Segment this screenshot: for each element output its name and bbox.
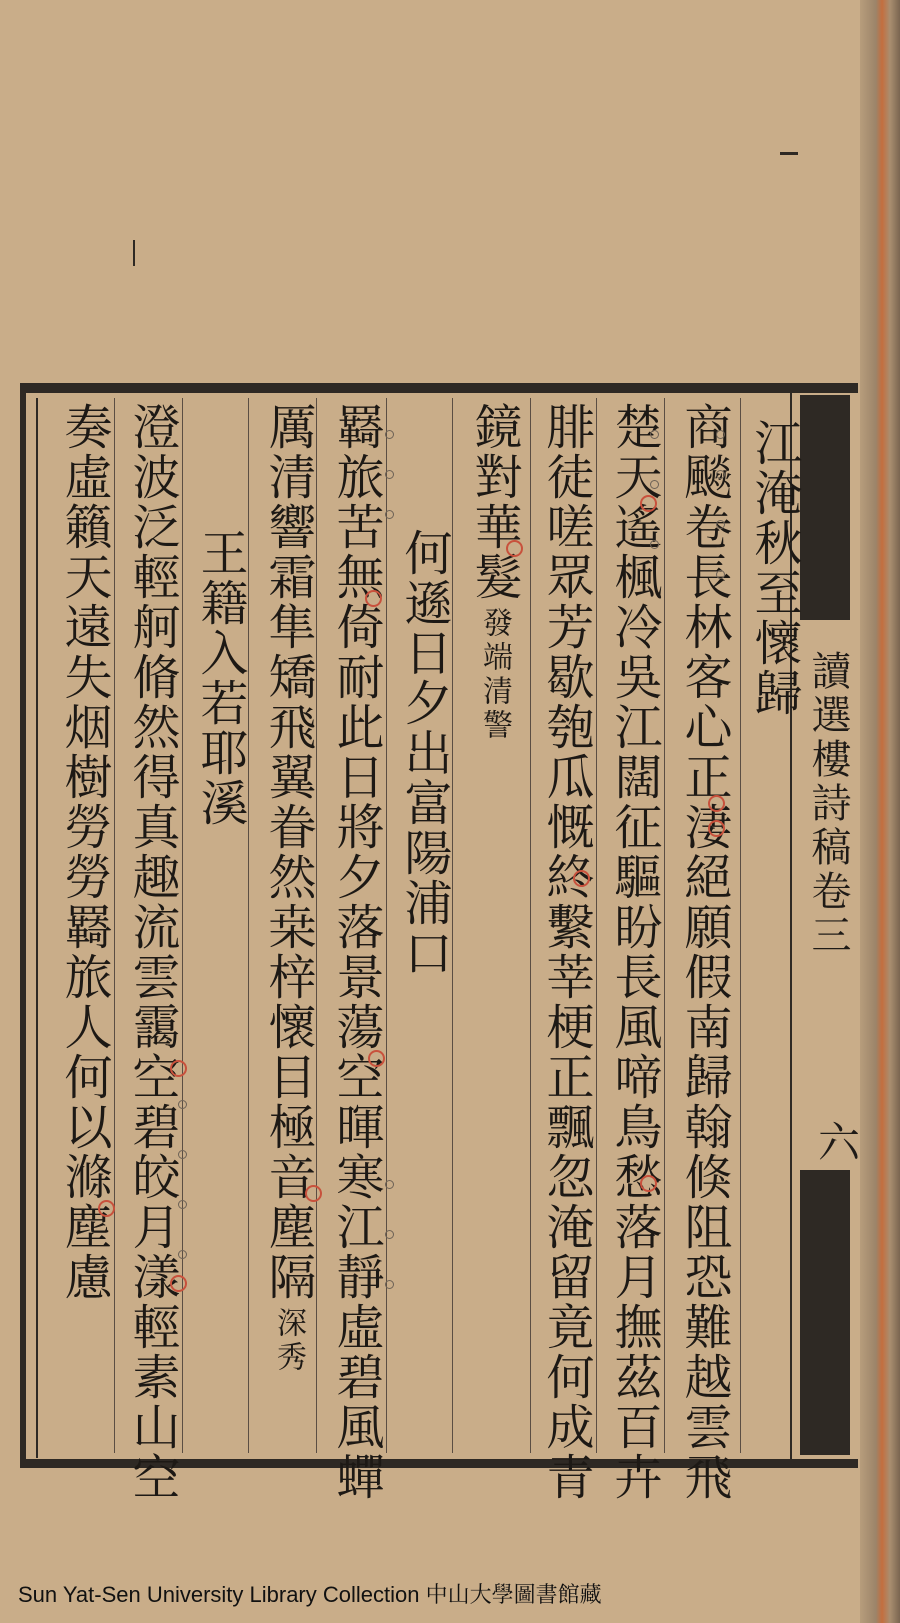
page-edge	[860, 0, 900, 1623]
red-circle-mark	[573, 870, 590, 887]
red-circle-mark	[708, 820, 725, 837]
punctuation-dot	[650, 480, 659, 489]
punctuation-dot	[650, 430, 659, 439]
red-circle-mark	[305, 1185, 322, 1202]
red-circle-mark	[98, 1200, 115, 1217]
red-circle-mark	[170, 1060, 187, 1077]
red-circle-mark	[708, 795, 725, 812]
punctuation-dot	[385, 1230, 394, 1239]
column-rule	[316, 398, 317, 1453]
red-circle-mark	[368, 1050, 385, 1067]
red-circle-mark	[640, 495, 657, 512]
punctuation-dot	[385, 510, 394, 519]
library-credit: Sun Yat-Sen University Library Collection 中山大學圖書館藏	[18, 1582, 602, 1607]
text-column: 腓徒嗟眾芳歇匏瓜慨終繫莘梗正飄忽淹留竟何成青	[538, 402, 594, 1502]
column-rule	[664, 398, 665, 1453]
red-circle-mark	[170, 1275, 187, 1292]
column-rule	[596, 398, 597, 1453]
text-column: 楚天遙楓冷吳江闊征驅盼長風啼鳥愁落月撫茲百卉	[606, 402, 662, 1502]
punctuation-dot	[385, 430, 394, 439]
text-column: 鏡對華髮	[466, 402, 522, 602]
poem-title: 王籍入若耶溪	[192, 528, 248, 828]
spine-page-number: 六	[812, 1120, 861, 1162]
text-column: 商飈卷長林客心正淒絕願假南歸翰倏阻恐難越雲飛	[676, 402, 732, 1502]
punctuation-dot	[178, 1200, 187, 1209]
punctuation-dot	[385, 470, 394, 479]
column-rule	[248, 398, 249, 1453]
column-rule	[386, 398, 387, 1453]
poem-title: 江淹秋至懷歸	[746, 418, 802, 718]
column-rule	[114, 398, 115, 1453]
red-circle-mark	[506, 540, 523, 557]
frame-inner-rule	[36, 398, 38, 1458]
ink-mark	[133, 240, 135, 266]
punctuation-dot	[385, 1180, 394, 1189]
punctuation-dot	[178, 1150, 187, 1159]
red-circle-mark	[365, 590, 382, 607]
punctuation-dot	[716, 520, 725, 529]
red-circle-mark	[640, 1175, 657, 1192]
spine-title: 讀選樓詩稿卷三	[805, 650, 851, 958]
text-column: 厲清響霜隼矯飛翼眷然桒梓懷目極音塵隔	[260, 402, 316, 1302]
spine-black-mouth	[800, 395, 850, 620]
column-rule	[530, 398, 531, 1453]
text-column: 澄波泛輕舸脩然得真趣流雲靄空碧皎月漾輕素山空	[124, 402, 180, 1502]
punctuation-dot	[650, 540, 659, 549]
poem-title: 何遜日夕出富陽浦口	[396, 528, 452, 978]
column-rule	[182, 398, 183, 1453]
text-column: 奏虛籟天遠失烟樹勞勞羇旅人何以滌塵慮	[56, 402, 112, 1302]
punctuation-dot	[178, 1250, 187, 1259]
spine-black-mouth	[800, 1170, 850, 1455]
column-rule	[452, 398, 453, 1453]
column-rule	[740, 398, 741, 1453]
punctuation-dot	[385, 1280, 394, 1289]
ink-mark	[780, 152, 798, 155]
text-column-with-note	[466, 402, 522, 743]
punctuation-dot	[178, 1100, 187, 1109]
punctuation-dot	[716, 430, 725, 439]
text-column: 羇旅苦無倚耐此日將夕落景蕩空暉寒江靜虛碧風蟬	[328, 402, 384, 1502]
commentary-note: 發端清警	[477, 607, 512, 744]
punctuation-dot	[716, 470, 725, 479]
punctuation-dot	[716, 570, 725, 579]
text-column-with-note	[260, 402, 316, 1375]
commentary-note: 深秀	[271, 1307, 306, 1376]
